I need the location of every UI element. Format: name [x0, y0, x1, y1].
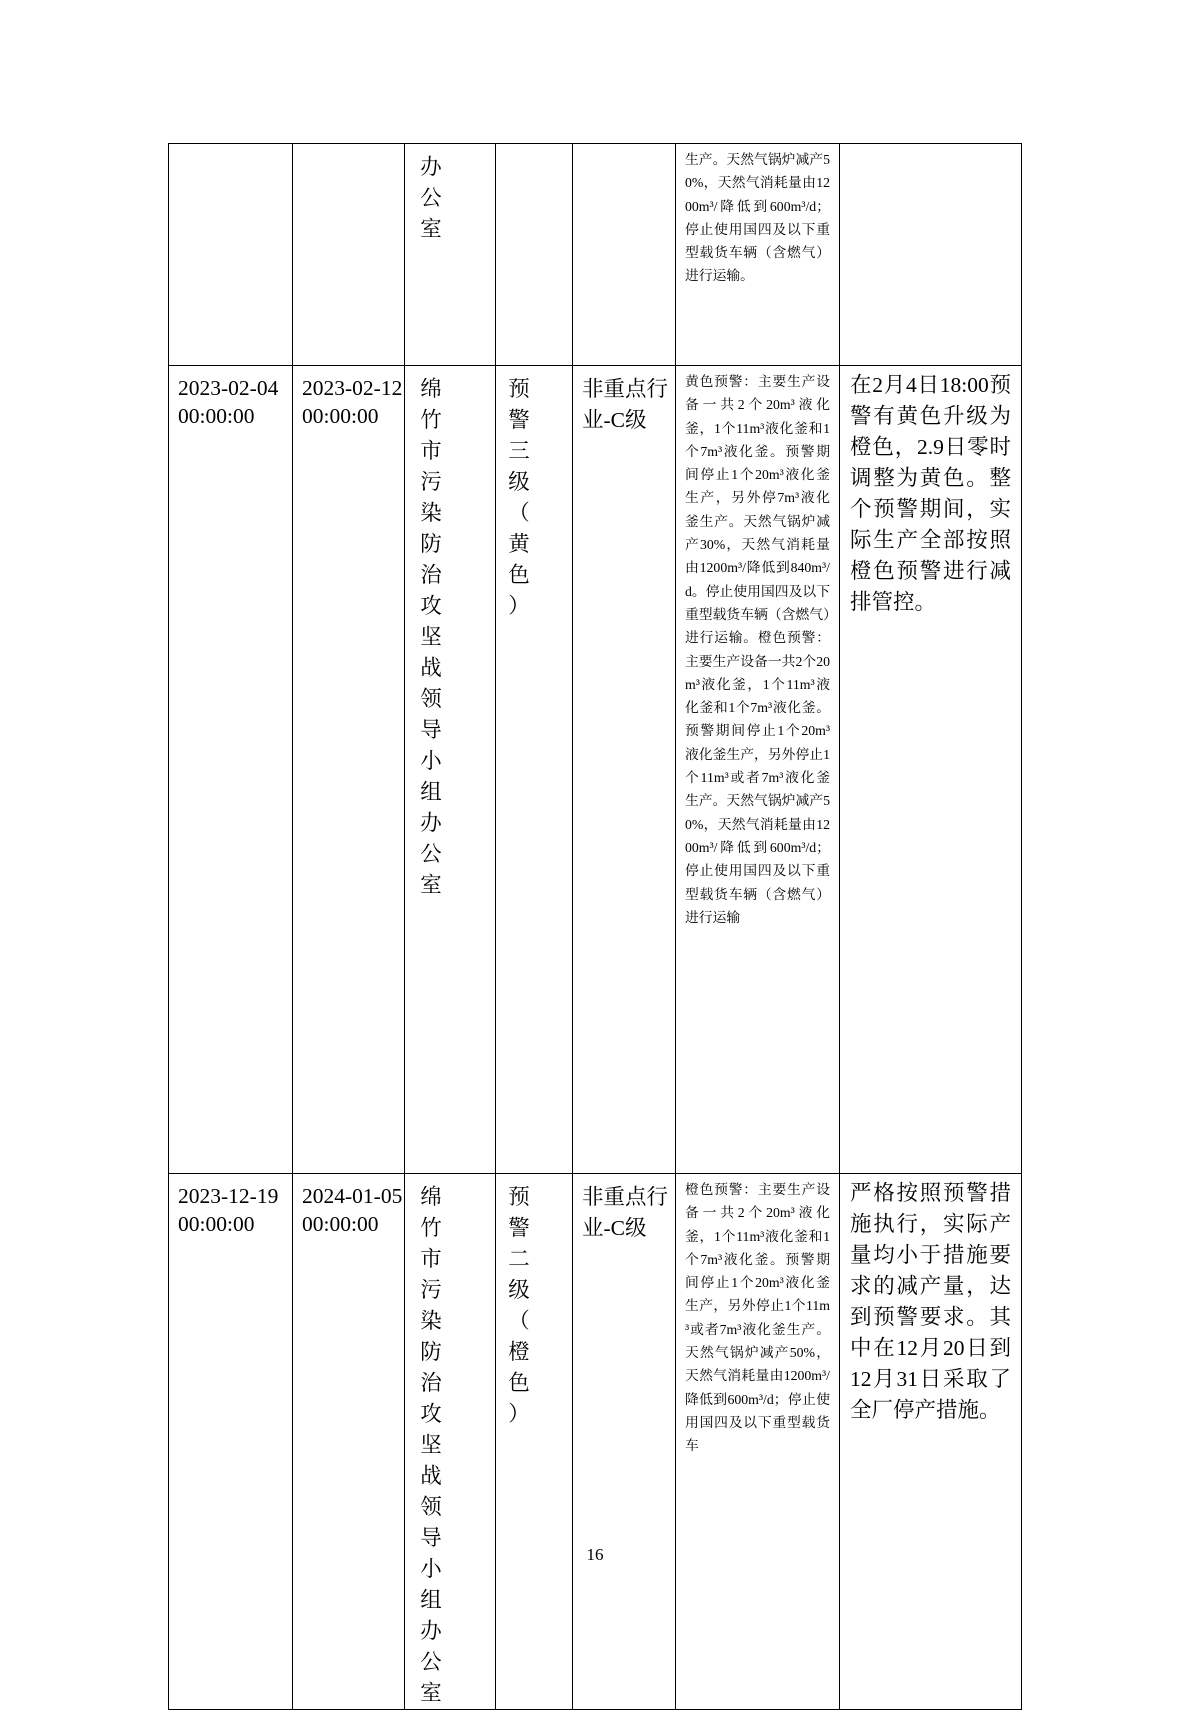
- org-char: 治: [420, 563, 442, 587]
- org-char: 导: [420, 718, 442, 742]
- org-char: 室: [420, 217, 442, 241]
- org-char: 组: [420, 1588, 442, 1612]
- org-char: 坚: [420, 1433, 442, 1457]
- level-char: 二: [508, 1247, 530, 1271]
- org-char: 办: [420, 155, 442, 179]
- level-char: 警: [508, 1216, 530, 1240]
- org-char: 小: [420, 1557, 442, 1581]
- emission-measures-cell: 橙色预警：主要生产设备一共2个20m³液化釜，1个11m³液化釜和1个7m³液化釜。预警期间停止1个20m³液化釜生产，另外停止1个11m³或者7m³液化釜生产。天然气锅炉减产50%，天然气消耗量由1200m³/降低到600m³/d；停止使用国四及以下重型载货车: [676, 1174, 840, 1710]
- level-char: 色: [508, 1371, 530, 1395]
- warning-level-cell: [496, 144, 573, 366]
- level-char: （: [508, 1309, 530, 1333]
- implementation-note-cell: 严格按照预警措施执行，实际产量均小于措施要求的减产量，达到预警要求。其中在12月20日到12月31日采取了全厂停产措施。: [840, 1174, 1022, 1710]
- implementation-note-cell: 在2月4日18:00预警有黄色升级为橙色，2.9日零时调整为黄色。整个预警期间，实际生产全部按照橙色预警进行减排管控。: [840, 366, 1022, 1174]
- implementation-note-cell: [840, 144, 1022, 366]
- org-char: 室: [420, 1681, 442, 1705]
- org-char: 公: [420, 1650, 442, 1674]
- org-char: 公: [420, 842, 442, 866]
- org-char: 办: [420, 1619, 442, 1643]
- level-char: 级: [508, 1278, 530, 1302]
- org-char: 战: [420, 656, 442, 680]
- start-time-cell: 2023-12-19 00:00:00: [169, 1174, 293, 1710]
- org-char: 竹: [420, 1216, 442, 1240]
- warning-measures-table: [168, 143, 1022, 1710]
- org-char: 市: [420, 439, 442, 463]
- org-char: 染: [420, 501, 442, 525]
- emission-measures-cell: 黄色预警：主要生产设备一共2个20m³液化釜，1个11m³液化釜和1个7m³液化釜。预警期间停止1个20m³液化釜生产，另外停7m³液化釜生产。天然气锅炉减产30%，天然气消耗量由1200m³/降低到840m³/d。停止使用国四及以下重型载货车辆（含燃气）进行运输。橙色预警：主要生产设备一共2个20m³液化釜，1个11m³液化釜和1个7m³液化釜。预警期间停止1个20m³液化釜生产，另外停止1个11m³或者7m³液化釜生产。天然气锅炉减产50%，天然气消耗量由1200m³/降低到600m³/d；停止使用国四及以下重型载货车辆（含燃气）进行运输: [676, 366, 840, 1174]
- org-char: 坚: [420, 625, 442, 649]
- warning-level-cell: [496, 366, 573, 1174]
- org-char: 污: [420, 1278, 442, 1302]
- industry-type-cell: 非重点行业-C级: [573, 1174, 676, 1710]
- org-char: 办: [420, 811, 442, 835]
- industry-type-cell: [573, 144, 676, 366]
- page-number: 16: [586, 1545, 604, 1564]
- table-row: [169, 1174, 1022, 1710]
- org-char: 竹: [420, 408, 442, 432]
- org-char: 室: [420, 873, 442, 897]
- level-char: 色: [508, 563, 530, 587]
- emission-measures-cell: 生产。天然气锅炉减产50%，天然气消耗量由1200m³/降低到600m³/d；停止使用国四及以下重型载货车辆（含燃气）进行运输。: [676, 144, 840, 366]
- level-char: ）: [508, 1402, 530, 1426]
- industry-type-cell: 非重点行业-C级: [573, 366, 676, 1174]
- level-char: ）: [508, 594, 530, 618]
- issuing-org-cell: [405, 1174, 496, 1710]
- org-char: 绵: [420, 1185, 442, 1209]
- issuing-org-cell: [405, 144, 496, 366]
- level-char: 级: [508, 470, 530, 494]
- org-char: 小: [420, 749, 442, 773]
- org-char: 绵: [420, 377, 442, 401]
- table-row: [169, 144, 1022, 366]
- start-time-cell: 2023-02-04 00:00:00: [169, 366, 293, 1174]
- level-char: 警: [508, 408, 530, 432]
- issuing-org-cell: [405, 366, 496, 1174]
- level-char: 橙: [508, 1340, 530, 1364]
- level-char: 预: [508, 1185, 530, 1209]
- org-char: 导: [420, 1526, 442, 1550]
- org-char: 领: [420, 1495, 442, 1519]
- org-char: 污: [420, 470, 442, 494]
- org-char: 组: [420, 780, 442, 804]
- org-char: 攻: [420, 1402, 442, 1426]
- org-char: 公: [420, 186, 442, 210]
- org-char: 染: [420, 1309, 442, 1333]
- org-char: 治: [420, 1371, 442, 1395]
- org-char: 防: [420, 532, 442, 556]
- end-time-cell: 2024-01-05 00:00:00: [293, 1174, 405, 1710]
- start-time-cell: [169, 144, 293, 366]
- level-char: 三: [508, 439, 530, 463]
- end-time-cell: [293, 144, 405, 366]
- org-char: 领: [420, 687, 442, 711]
- end-time-cell: 2023-02-12 00:00:00: [293, 366, 405, 1174]
- level-char: （: [508, 501, 530, 525]
- warning-level-cell: [496, 1174, 573, 1710]
- org-char: 战: [420, 1464, 442, 1488]
- table-row: [169, 366, 1022, 1174]
- org-char: 市: [420, 1247, 442, 1271]
- org-char: 防: [420, 1340, 442, 1364]
- level-char: 预: [508, 377, 530, 401]
- level-char: 黄: [508, 532, 530, 556]
- org-char: 攻: [420, 594, 442, 618]
